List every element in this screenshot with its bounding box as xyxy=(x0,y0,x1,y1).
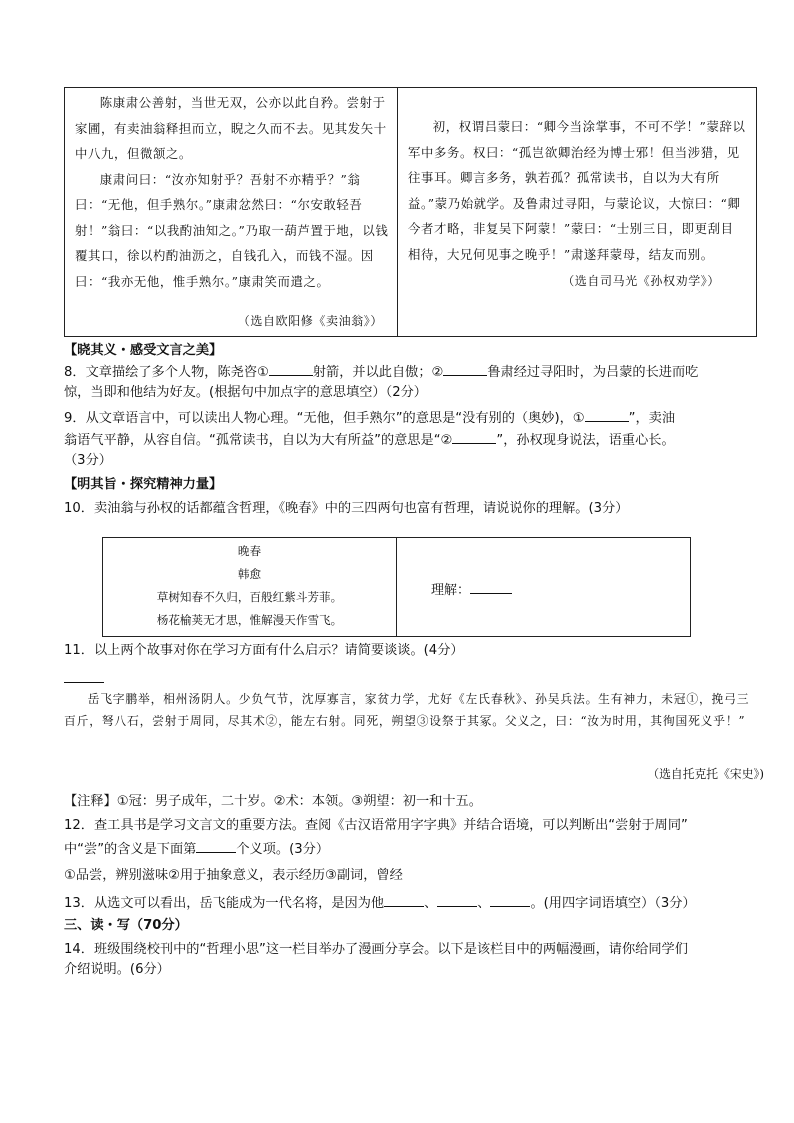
understanding-field xyxy=(431,579,512,598)
q8-text-c: 鲁肃经过寻阳时，为吕蒙的长进而吃 xyxy=(487,365,699,380)
question-12: 12．查工具书是学习文言文的重要方法。查阅《古汉语常用字字典》并结合语境，可以判断出“尝射于周同” xyxy=(64,818,688,833)
section-1-title: 【晓其义・感受文言之美】 xyxy=(64,343,223,358)
poem-understanding-cell xyxy=(397,538,690,636)
question-8 xyxy=(64,361,757,383)
question-13 xyxy=(64,892,757,914)
q9-text-c: 翁语气平静，从容自信。“孤常读书，自以为大有所益”的意思是“② xyxy=(64,433,453,448)
yuefei-text: 岳飞字鹏举，相州汤阴人。少负气节，沈厚寡言，家贫力学，尤好《左氏春秋》、孙吴兵法。生有神力，未冠①，挽弓三百斤，弩八石，尝射于周同，尽其术②，能左右射。同死，朔望③设祭于其冢。父义之，曰：“汝为时用，其徇国死义乎！” xyxy=(64,692,750,728)
poem-line-1: 草树知春不久归，百般红紫斗芳菲。 xyxy=(156,590,343,604)
q14-line-2: 介绍说明。(6分） xyxy=(64,962,170,977)
question-9 xyxy=(64,407,757,429)
q8-line-2: 惊，当即和他结为好友。(根据句中加点字的意思填空）（2分） xyxy=(64,385,427,400)
passage-left-para-1: 陈康肃公善射，当世无双，公亦以此自矜。尝射于家圃，有卖油翁释担而立，睨之久而不去。见其发矢十中八九，但微颔之。 xyxy=(75,95,387,161)
q12-text-b: 中“尝”的含义是下面第 xyxy=(64,842,197,857)
lower-questions xyxy=(64,792,757,980)
question-10: 10．卖油翁与孙权的话都蕴含哲理，《晚春》中的三四两句也富有哲理，请说说你的理解。(3分） xyxy=(64,501,629,516)
q12-line-2 xyxy=(64,838,757,860)
q13-blank-1[interactable] xyxy=(384,892,424,907)
q13-sep-1: 、 xyxy=(424,896,438,911)
passage-table xyxy=(64,87,757,337)
q12-blank[interactable] xyxy=(196,838,236,853)
answer-line[interactable] xyxy=(64,682,104,683)
q9-text-a: 9．从文章语言中，可以读出人物心理。“无他，但手熟尔”的意思是“没有别的（奥妙)，① xyxy=(64,411,585,426)
annotations: 【注释】①冠：男子成年，二十岁。②术：本领。③朔望：初一和十五。 xyxy=(64,794,482,809)
question-11-block xyxy=(64,641,757,661)
q8-text-b: 射箭，并以此自傲；② xyxy=(312,365,444,380)
q9-blank-2[interactable] xyxy=(452,429,496,444)
q13-text-a: 13．从选文可以看出，岳飞能成为一代名将，是因为他 xyxy=(64,896,385,911)
poem-author: 韩愈 xyxy=(237,567,262,581)
q9-text-b: ”，卖油 xyxy=(628,411,676,426)
poem-line-2: 杨花榆荚无才思，惟解漫天作雪飞。 xyxy=(156,613,343,627)
q12-text-c: 个义项。(3分） xyxy=(236,842,330,857)
q8-blank-2[interactable] xyxy=(443,361,487,376)
passage-left-para-2: 康肃问曰：“汝亦知射乎？吾射不亦精乎？”翁曰：“无他，但手熟尔。”康肃忿然曰：“尔安敢轻吾射！”翁曰：“以我酌油知之。”乃取一葫芦置于地，以钱覆其口，徐以杓酌油沥之，自钱孔入，而钱不湿。因曰：“我亦无他，惟手熟尔。”康肃笑而遣之。 xyxy=(75,171,389,289)
passage-sunquanquanxue xyxy=(398,88,756,336)
poem-title: 晚春 xyxy=(237,544,262,558)
q13-blank-3[interactable] xyxy=(490,892,530,907)
passage-left-source: （选自欧阳修《卖油翁》） xyxy=(237,313,383,328)
question-11: 11．以上两个故事对你在学习方面有什么启示？请简要谈谈。(4分） xyxy=(64,643,464,658)
q8-blank-1[interactable] xyxy=(269,361,313,376)
understanding-label: 理解： xyxy=(431,583,471,598)
section-1 xyxy=(64,341,757,519)
q9-blank-1[interactable] xyxy=(585,407,629,422)
poem-wanchun xyxy=(103,538,397,636)
q9-text-d: ”，孙权现身说法，语重心长。 xyxy=(496,433,675,448)
section-2-title: 【明其旨・探究精神力量】 xyxy=(64,477,223,492)
q12-options: ①品尝，辨别滋味②用于抽象意义，表示经历③副词，曾经 xyxy=(64,868,403,883)
question-14: 14．班级围绕校刊中的“哲理小思”这一栏目举办了漫画分享会。以下是该栏目中的两幅漫画，请你给同学们 xyxy=(64,942,688,957)
q13-sep-2: 、 xyxy=(477,896,491,911)
q9-line-3: （3分） xyxy=(64,453,112,468)
passage-right-para-1: 初，权谓吕蒙曰：“卿今当涂掌事，不可不学！”蒙辞以军中多务。权曰：“孤岂欲卿治经为博士邪！但当涉猎，见往事耳。卿言多务，孰若孤？孤常读书，自以为大有所益。”蒙乃始就学。及鲁肃过寻阳，与蒙论议，大惊曰：“卿今者才略，非复吴下阿蒙！”蒙曰：“士别三日，即更刮目相待，大兄何见事之晚乎！”肃遂拜蒙母，结友而别。 xyxy=(408,119,746,262)
q9-line-2 xyxy=(64,429,757,451)
passage-right-source: （选自司马光《孙权劝学》） xyxy=(562,274,720,288)
poem-table xyxy=(102,537,691,637)
passage-yuefei xyxy=(64,688,757,732)
passage-maiyouweng xyxy=(65,88,398,336)
section-3-title: 三、读・写（70分） xyxy=(64,918,188,933)
q8-text-a: 8．文章描绘了多个人物，陈尧咨① xyxy=(64,365,269,380)
yuefei-source: （选自托克托《宋史》) xyxy=(647,767,764,781)
understanding-blank[interactable] xyxy=(470,579,512,594)
q13-blank-2[interactable] xyxy=(437,892,477,907)
q13-text-end: 。(用四字词语填空）（3分） xyxy=(530,896,696,911)
